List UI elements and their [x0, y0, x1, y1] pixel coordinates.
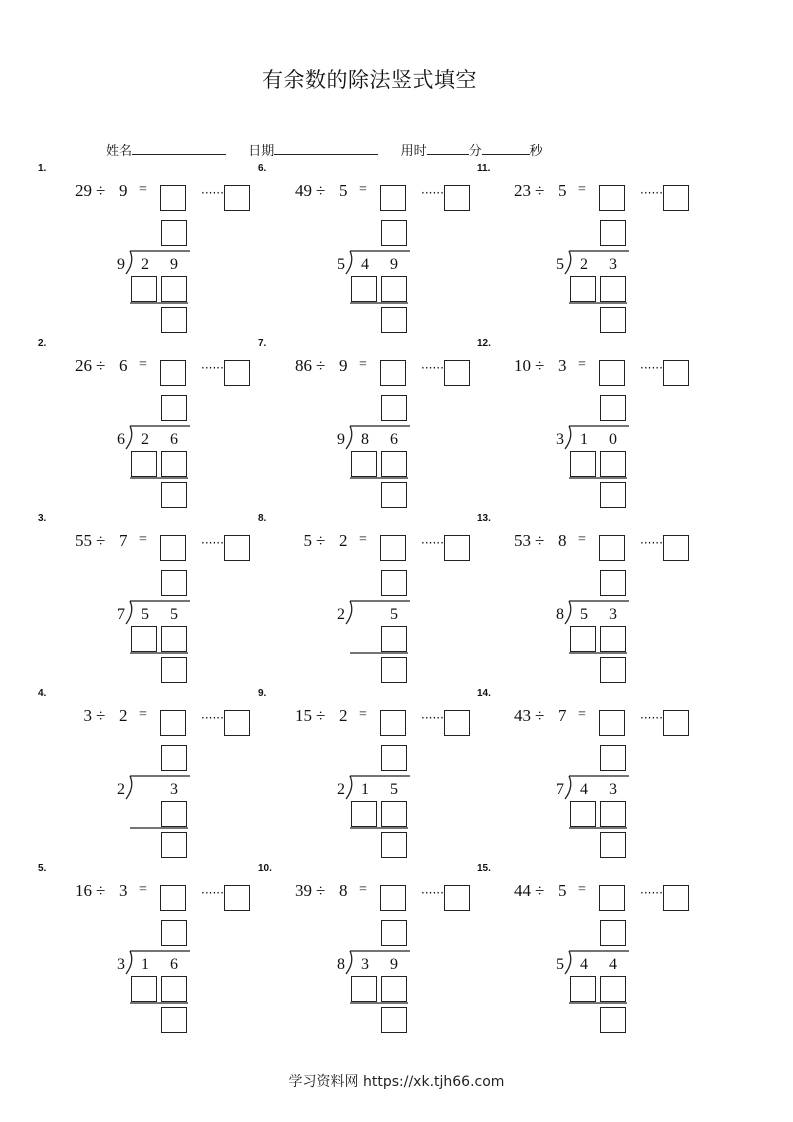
- division-problem: [38, 163, 278, 338]
- long-division-bracket: [477, 863, 717, 1038]
- long-division-remainder-box[interactable]: [600, 832, 626, 858]
- long-division-dividend-ones: 3: [170, 781, 178, 798]
- long-division-divisor: 5: [556, 256, 564, 273]
- long-division-remainder-box[interactable]: [600, 307, 626, 333]
- name-label: 姓名: [106, 144, 133, 159]
- remainder-dots: ······: [640, 186, 663, 200]
- product-tens-box[interactable]: [570, 976, 596, 1002]
- product-tens-box[interactable]: [351, 976, 377, 1002]
- name-blank[interactable]: [132, 142, 226, 155]
- equals-sign: =: [359, 882, 367, 897]
- long-division-bracket: [38, 163, 278, 338]
- long-division-dividend-ones: 3: [609, 256, 617, 273]
- dividend: 3: [83, 706, 92, 725]
- long-division-bracket: [477, 688, 717, 863]
- dividend: 44: [514, 881, 531, 900]
- product-tens-box[interactable]: [570, 276, 596, 302]
- long-division-remainder-box[interactable]: [381, 482, 407, 508]
- student-info-row: [106, 140, 543, 159]
- equals-sign: =: [359, 182, 367, 197]
- long-division-dividend-ones: 9: [390, 956, 398, 973]
- divide-sign: ÷: [316, 181, 326, 200]
- dividend: 5: [303, 531, 312, 550]
- equals-sign: =: [139, 182, 147, 197]
- long-division-divisor: 2: [117, 781, 125, 798]
- divide-sign: ÷: [96, 356, 106, 375]
- equals-sign: =: [359, 707, 367, 722]
- long-division-dividend-ones: 6: [390, 431, 398, 448]
- division-problem: [477, 338, 717, 513]
- problem-number: 6.: [258, 163, 267, 174]
- divide-sign: ÷: [316, 706, 326, 725]
- long-division-remainder-box[interactable]: [600, 657, 626, 683]
- equals-sign: =: [578, 882, 586, 897]
- long-division-divisor: 9: [117, 256, 125, 273]
- remainder-dots: ······: [421, 886, 444, 900]
- product-tens-box[interactable]: [351, 451, 377, 477]
- divisor: 5: [558, 881, 567, 900]
- long-division-bracket: [258, 338, 498, 513]
- time-second-blank[interactable]: [482, 142, 530, 155]
- long-division-bracket: [477, 513, 717, 688]
- product-ones-box[interactable]: [161, 276, 187, 302]
- equals-sign: =: [359, 357, 367, 372]
- long-division-dividend-tens: 8: [361, 431, 369, 448]
- long-division-dividend-ones: 4: [609, 956, 617, 973]
- problem-number: 11.: [477, 163, 491, 174]
- long-division-dividend-tens: 3: [361, 956, 369, 973]
- divisor: 3: [558, 356, 567, 375]
- divisor: 6: [119, 356, 128, 375]
- long-division-remainder-box[interactable]: [381, 307, 407, 333]
- product-ones-box[interactable]: [600, 976, 626, 1002]
- long-division-dividend-ones: 6: [170, 431, 178, 448]
- long-division-bracket: [258, 863, 498, 1038]
- long-division-bracket: [38, 863, 278, 1038]
- equals-sign: =: [578, 707, 586, 722]
- division-problem: [38, 513, 278, 688]
- division-problem: [477, 863, 717, 1038]
- long-division-dividend-tens: 1: [580, 431, 588, 448]
- time-label: 用时: [400, 144, 427, 159]
- remainder-dots: ······: [201, 536, 224, 550]
- time-minute-blank[interactable]: [427, 142, 469, 155]
- long-division-divisor: 9: [337, 431, 345, 448]
- dividend: 53: [514, 531, 531, 550]
- divisor: 7: [119, 531, 128, 550]
- product-ones-box[interactable]: [161, 801, 187, 827]
- long-division-dividend-ones: 5: [390, 781, 398, 798]
- long-division-divisor: 5: [337, 256, 345, 273]
- long-division-remainder-box[interactable]: [381, 657, 407, 683]
- long-division-dividend-ones: 5: [390, 606, 398, 623]
- long-division-dividend-ones: 0: [609, 431, 617, 448]
- long-division-bracket: [258, 513, 498, 688]
- product-tens-box[interactable]: [570, 801, 596, 827]
- long-division-dividend-tens: 2: [141, 256, 149, 273]
- dividend: 55: [75, 531, 92, 550]
- long-division-dividend-ones: 3: [609, 606, 617, 623]
- problem-number: 12.: [477, 338, 491, 349]
- divide-sign: ÷: [96, 706, 106, 725]
- long-division-bracket: [38, 338, 278, 513]
- long-division-divisor: 3: [117, 956, 125, 973]
- long-division-bracket: [477, 163, 717, 338]
- remainder-dots: ······: [421, 536, 444, 550]
- division-problem: [38, 338, 278, 513]
- footer-watermark: 学习资料网 https://xk.tjh66.com: [288, 1074, 505, 1090]
- dividend: 29: [75, 181, 92, 200]
- product-ones-box[interactable]: [381, 276, 407, 302]
- dividend: 16: [75, 881, 92, 900]
- product-ones-box[interactable]: [600, 801, 626, 827]
- product-tens-box[interactable]: [131, 276, 157, 302]
- product-ones-box[interactable]: [161, 626, 187, 652]
- dividend: 43: [514, 706, 531, 725]
- divisor: 8: [558, 531, 567, 550]
- problem-number: 7.: [258, 338, 267, 349]
- product-tens-box[interactable]: [131, 976, 157, 1002]
- date-blank[interactable]: [274, 142, 378, 155]
- divisor: 8: [339, 881, 348, 900]
- problem-number: 4.: [38, 688, 47, 699]
- division-problem: [38, 688, 278, 863]
- long-division-dividend-tens: 5: [141, 606, 149, 623]
- product-tens-box[interactable]: [131, 626, 157, 652]
- remainder-dots: ······: [201, 886, 224, 900]
- problem-number: 10.: [258, 863, 272, 874]
- equals-sign: =: [578, 182, 586, 197]
- division-problem: [477, 688, 717, 863]
- divisor: 5: [558, 181, 567, 200]
- divide-sign: ÷: [96, 531, 106, 550]
- long-division-bracket: [258, 163, 498, 338]
- long-division-dividend-tens: 4: [580, 781, 588, 798]
- remainder-dots: ······: [201, 711, 224, 725]
- remainder-dots: ······: [421, 186, 444, 200]
- long-division-remainder-box[interactable]: [161, 832, 187, 858]
- dividend: 26: [75, 356, 92, 375]
- divide-sign: ÷: [535, 706, 545, 725]
- problem-number: 2.: [38, 338, 47, 349]
- dividend: 39: [295, 881, 312, 900]
- date-label: 日期: [248, 144, 275, 159]
- long-division-divisor: 7: [117, 606, 125, 623]
- long-division-remainder-box[interactable]: [161, 657, 187, 683]
- divide-sign: ÷: [535, 356, 545, 375]
- problem-number: 5.: [38, 863, 47, 874]
- long-division-dividend-ones: 6: [170, 956, 178, 973]
- dividend: 15: [295, 706, 312, 725]
- problem-number: 3.: [38, 513, 47, 524]
- remainder-dots: ······: [640, 886, 663, 900]
- divisor: 2: [339, 706, 348, 725]
- long-division-bracket: [258, 688, 498, 863]
- equals-sign: =: [578, 357, 586, 372]
- product-tens-box[interactable]: [351, 801, 377, 827]
- long-division-bracket: [38, 513, 278, 688]
- division-problem: [477, 163, 717, 338]
- equals-sign: =: [139, 357, 147, 372]
- long-division-bracket: [477, 338, 717, 513]
- product-ones-box[interactable]: [600, 276, 626, 302]
- product-ones-box[interactable]: [600, 451, 626, 477]
- long-division-remainder-box[interactable]: [161, 307, 187, 333]
- long-division-remainder-box[interactable]: [600, 1007, 626, 1033]
- divide-sign: ÷: [535, 531, 545, 550]
- remainder-dots: ······: [201, 361, 224, 375]
- long-division-dividend-tens: 2: [141, 431, 149, 448]
- remainder-dots: ······: [640, 361, 663, 375]
- problem-number: 14.: [477, 688, 491, 699]
- long-division-dividend-ones: 9: [390, 256, 398, 273]
- divisor: 3: [119, 881, 128, 900]
- product-tens-box[interactable]: [570, 451, 596, 477]
- division-problem: [38, 863, 278, 1038]
- divide-sign: ÷: [535, 181, 545, 200]
- product-ones-box[interactable]: [381, 626, 407, 652]
- dividend: 86: [295, 356, 312, 375]
- long-division-divisor: 2: [337, 606, 345, 623]
- product-ones-box[interactable]: [161, 976, 187, 1002]
- long-division-dividend-tens: 2: [580, 256, 588, 273]
- long-division-divisor: 8: [337, 956, 345, 973]
- long-division-divisor: 8: [556, 606, 564, 623]
- long-division-divisor: 7: [556, 781, 564, 798]
- divide-sign: ÷: [316, 356, 326, 375]
- dividend: 23: [514, 181, 531, 200]
- product-ones-box[interactable]: [381, 801, 407, 827]
- product-ones-box[interactable]: [381, 451, 407, 477]
- division-problem: [258, 338, 498, 513]
- minute-label: 分: [468, 144, 482, 159]
- problem-number: 9.: [258, 688, 267, 699]
- dividend: 10: [514, 356, 531, 375]
- remainder-dots: ······: [640, 711, 663, 725]
- divisor: 2: [339, 531, 348, 550]
- dividend: 49: [295, 181, 312, 200]
- problem-number: 13.: [477, 513, 491, 524]
- equals-sign: =: [359, 532, 367, 547]
- division-problem: [258, 163, 498, 338]
- long-division-divisor: 3: [556, 431, 564, 448]
- page-title: 有余数的除法竖式填空: [262, 68, 477, 92]
- equals-sign: =: [578, 532, 586, 547]
- remainder-dots: ······: [201, 186, 224, 200]
- long-division-bracket: [38, 688, 278, 863]
- problem-number: 15.: [477, 863, 491, 874]
- long-division-divisor: 6: [117, 431, 125, 448]
- long-division-dividend-ones: 9: [170, 256, 178, 273]
- product-ones-box[interactable]: [600, 626, 626, 652]
- long-division-divisor: 2: [337, 781, 345, 798]
- divide-sign: ÷: [96, 881, 106, 900]
- remainder-dots: ······: [421, 361, 444, 375]
- divisor: 9: [119, 181, 128, 200]
- divisor: 5: [339, 181, 348, 200]
- product-ones-box[interactable]: [381, 976, 407, 1002]
- divide-sign: ÷: [535, 881, 545, 900]
- remainder-dots: ······: [421, 711, 444, 725]
- divide-sign: ÷: [316, 531, 326, 550]
- long-division-dividend-tens: 1: [141, 956, 149, 973]
- equals-sign: =: [139, 882, 147, 897]
- long-division-dividend-tens: 1: [361, 781, 369, 798]
- remainder-dots: ······: [640, 536, 663, 550]
- division-problem: [477, 513, 717, 688]
- long-division-remainder-box[interactable]: [600, 482, 626, 508]
- division-problem: [258, 513, 498, 688]
- long-division-remainder-box[interactable]: [161, 1007, 187, 1033]
- divisor: 2: [119, 706, 128, 725]
- long-division-dividend-tens: 4: [580, 956, 588, 973]
- problem-number: 1.: [38, 163, 47, 174]
- product-ones-box[interactable]: [161, 451, 187, 477]
- equals-sign: =: [139, 532, 147, 547]
- division-problem: [258, 688, 498, 863]
- division-problem: [258, 863, 498, 1038]
- long-division-remainder-box[interactable]: [381, 832, 407, 858]
- long-division-dividend-ones: 5: [170, 606, 178, 623]
- long-division-divisor: 5: [556, 956, 564, 973]
- long-division-dividend-tens: 4: [361, 256, 369, 273]
- second-label: 秒: [529, 144, 543, 159]
- long-division-remainder-box[interactable]: [381, 1007, 407, 1033]
- divide-sign: ÷: [96, 181, 106, 200]
- equals-sign: =: [139, 707, 147, 722]
- divide-sign: ÷: [316, 881, 326, 900]
- divisor: 7: [558, 706, 567, 725]
- long-division-remainder-box[interactable]: [161, 482, 187, 508]
- problem-number: 8.: [258, 513, 267, 524]
- long-division-dividend-ones: 3: [609, 781, 617, 798]
- long-division-dividend-tens: 5: [580, 606, 588, 623]
- product-tens-box[interactable]: [131, 451, 157, 477]
- divisor: 9: [339, 356, 348, 375]
- product-tens-box[interactable]: [570, 626, 596, 652]
- product-tens-box[interactable]: [351, 276, 377, 302]
